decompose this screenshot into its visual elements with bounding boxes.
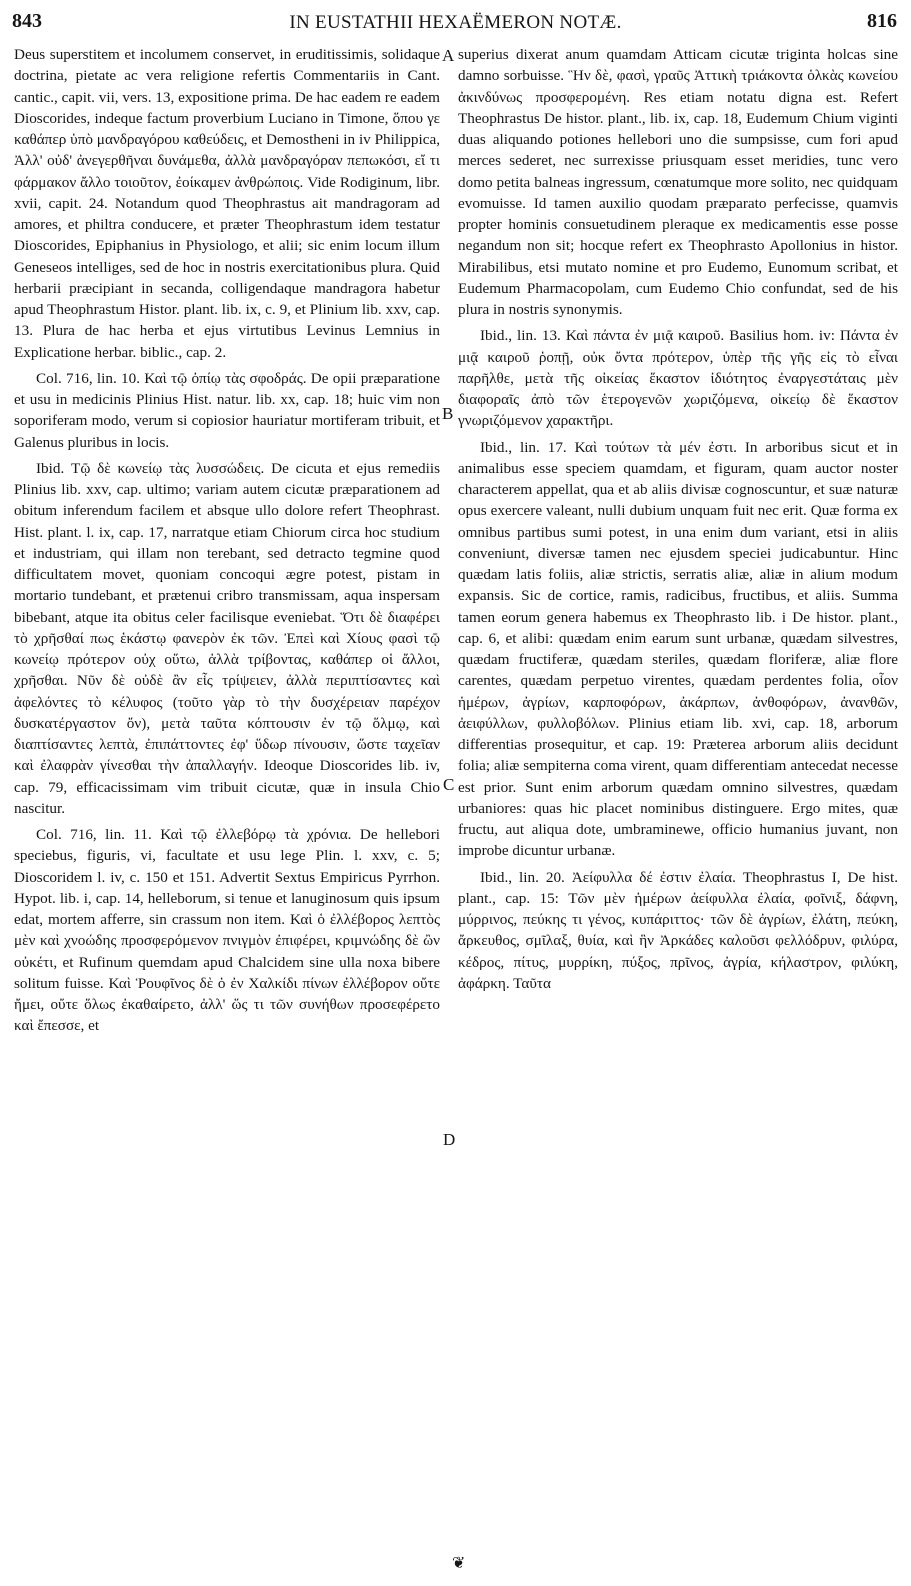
page-header	[12, 10, 899, 40]
section-marker-c: C	[443, 775, 455, 794]
section-marker-d: D	[443, 1130, 456, 1149]
left-paragraph-1: Deus superstitem et incolumem conservet, in eruditissimis, solidaque doctrina, pietate ac vera religione refertis Commentariis in Cant. cantic., capit. vii, vers. 13, expositione prima. De hac eadem re eadem Dioscorides, indeque factum proverbium Luciano in Timone, ὅπου γε καθάπερ ὑπὸ μανδραγόρου καθεύδεις, et Demostheni in iv Philippica, Ἀλλ' οὐδ' ἀνεγερθῆναι δυνάμεθα, ἀλλὰ μανδραγόραν πεπωκόσι, εἴ τι φάρμακον ἄλλο τοιοῦτον, ἐοίκαμεν ἀνθρώποις. Vide Rodiginum, libr. xvii, capit. 24. Notandum quod Theophrastus ait mandragoram ad amores, et philtra conducere, et præter Theophrastum idem testatur Dioscorides, Epiphanius in Physiologo, et alii; sic enim locum illum Geneseos intelliges, sed de hoc in nostris exercitationibus plura. Quid herbarii præcipiant in secanda, colligendaque mandragora habetur apud Theophrastum Histor. plant. lib. ix, c. 9, et Plinium lib. xxv, cap. 13. Plura de hac herba et ejus virtutibus Levinus Lemnius in Explicatione herbar. biblic., cap. 2.	[14, 46, 440, 361]
section-marker-a: A	[442, 46, 455, 65]
right-column	[458, 44, 898, 1550]
right-paragraph-3: Ibid., lin. 17. Καὶ τούτων τὰ μέν ἐστι. In arboribus sicut et in animalibus esse speciem quamdam, et figuram, quam auctor noster characterem appellat, qua et ab aliis divisæ cognoscuntur, et suæ naturæ opus exercere valeant, nulli dubium unquam fuit nec erit. Quæ forma ex omnibus partibus sumi potest, in una enim dum variant, etsi in aliis conveniunt, diversæ tamen nec ejusdem speciei judicabuntur. Hinc quædam latis foliis, aliæ strictis, serratis aliæ, aliæ in alium modum expansis. Sic de cortice, ramis, radicibus, fructibus, et aliis. Summa tamen eorum genera habemus ex Theophrasto lib. i De histor. plant., cap. 6, et alibi: quædam enim earum sunt urbanæ, quædam silvestres, quædam fructiferæ, quædam steriles, quædam floriferæ, aliæ flore carentes, quædam perpetuo virentes, quædam perdentes folia, οἷον ἡμέρων, ἀγρίων, καρποφόρων, ἀκάρπων, ἀνθοφόρων, ἀνανθῶν, ἀειφύλλων, φυλλοβόλων. Plinius etiam lib. xvi, cap. 18, arborum differentias prosequitur, et cap. 19: Præterea arborum aliis decidunt folia; aliæ sempiterna coma virent, quam differentiam antecedat necesse est prior. Sunt enim arborum quædam omnino silvestres, quædam urbaniores: quas hic placet nominibus distinguere. Ergo mites, quæ fructu, aut aliqua dote, umbraminewe, officio humanius juvant, non improbe dicuntur urbanæ.	[458, 438, 898, 860]
left-paragraph-2: Col. 716, lin. 10. Καὶ τῷ ὀπίῳ τὰς σφοδράς. De opii præparatione et usu in medicinis Plinius Hist. natur. lib. xx, cap. 18; huic vim non soporiferam modo, verum si copiosior hauriatur mortiferam tribuit, et Galenus pluribus in locis.	[14, 369, 440, 451]
section-marker-b: B	[442, 404, 454, 423]
ornament-icon: ❦	[452, 1553, 466, 1572]
left-paragraph-3: Ibid. Τῷ δὲ κωνείῳ τὰς λυσσώδεις. De cicuta et ejus remediis Plinius lib. xxv, cap. ultimo; variam autem cicutæ præparationem ad obitum inferendum facilem et absque ullo dolore refert Theophrast. Hist. plant. l. ix, cap. 17, narratque etiam Chiorum circa hoc studium et industriam, qui illam non terebant, sed detracto tegmine quod difficultatem movet, quoniam concoqui ægre potest, pistam in mortario tundebant, et prætenui cribro transmissam, aqua inspersam bibebant, atque ita obitus celer facilisque eveniebat. Ὅτι δὲ διαφέρει τὸ χρῆσθαί πως ἑκάστῳ φανερὸν ἐκ τῶν. Ἐπεὶ καὶ Χίους φασὶ τῷ κωνείῳ πρότερον οὐχ οὕτω, ἀλλὰ τρίβοντας, καθάπερ οἱ ἄλλοι, χρῆσθαι. Νῦν δὲ οὐδὲ ἂν εἷς τρίψειεν, ἀλλὰ περιπτίσαντες καὶ ἀφελόντες τὸ κέλυφος (τοῦτο γὰρ τὸ τὴν δυσχέρειαν παρέχον δυσκατέργαστον ὄν), μετὰ ταῦτα κόπτουσιν ἐν τῷ ὅλμῳ, καὶ διαπτίσαντες λεπτὰ, ἐπιπάττοντες ἐφ' ὕδωρ πίνουσιν, ὥστε ταχεῖαν καὶ ἐλαφρὰν γίνεσθαι τὴν ἀπαλλαγήν. Ideoque Dioscorides lib. iv, cap. 79, efficacissimam vim tribuit cicutæ, quæ in insula Chio nascitur.	[14, 459, 440, 817]
left-column	[14, 44, 440, 1550]
page-number-left: 843	[12, 10, 42, 32]
right-paragraph-1: superius dixerat anum quamdam Atticam cicutæ triginta holcas sine damno sorbuisse. Ἣν δὲ, φασὶ, γραῦς Ἀττικὴ τριάκοντα ὁλκὰς κωνείου ἀκινδύνως προσφερομένη. Res etiam notatu digna est. Refert Theophrastus De histor. plant., lib. ix, cap. 18, Eudemum Chium viginti duas aliquando potiones hellebori uno die sumpsisse, cum fori apud merces sederet, nec surrexisse priusquam esset meridies, tunc vero domo petita balneas ingressum, cœnatumque more solito, nec quidquam evomuisse. Id tamen auxilio quodam præparato perfecisse, quamvis propter hominis consuetudinem pleraque ex medicamentis esse posse negandum non sit; hocque refert ex Theophrasto Apollonius in histor. Mirabilibus, etsi mutato nomine et pro Eudemo, Eunomum scribat, et Eudemum Pharmacopolam, cum Eudemo Chio confundat, sed de his plura in nostris synonymis.	[458, 46, 898, 318]
right-paragraph-4: Ibid., lin. 20. Ἀείφυλλα δέ ἐστιν ἐλαία. Theophrastus I, De hist. plant., cap. 15: Τῶν μὲν ἡμέρων ἀείφυλλα ἐλαία, φοῖνιξ, δάφνη, μύρρινος, πεύκης τι γένος, κυπάριττος· τῶν δὲ ἀγρίων, ἐλάτη, πεύκη, ἄρκευθος, σμῖλαξ, θυία, καὶ ἣν Ἀρκάδες καλοῦσι φελλόδρυν, φιλύρα, κέδρος, πίτυς, μυρρίκη, πύξος, πρῖνος, ἀγρία, κήλαστρον, φιλύκη, ἀφάρκη. Ταῦτα	[458, 868, 898, 992]
running-title: IN EUSTATHII HEXAËMERON NOTÆ.	[289, 12, 622, 33]
page-number-right: 816	[867, 10, 897, 32]
right-paragraph-2: Ibid., lin. 13. Καὶ πάντα ἐν μιᾷ καιροῦ. Basilius hom. iv: Πάντα ἐν μιᾷ καιροῦ ῥοπῇ, οὐκ ὄντα πρότερον, ὑπὲρ τῆς γῆς εἰς τὸ εἶναι παρῆλθε, μετὰ τῆς οἰκείας ἕκαστον ἰδιότητος ἐναργεστάταις μὲν διαφοραῖς ἀπὸ τῶν ἑτερογενῶν χωριζόμενα, οἰκείῳ δὲ ἕκαστον γνωριζόμενον χαρακτῆρι.	[458, 327, 898, 430]
left-paragraph-4: Col. 716, lin. 11. Καὶ τῷ ἐλλεβόρῳ τὰ χρόνια. De hellebori speciebus, figuris, vi, facultate et usu lege Plin. l. xxv, c. 5; Dioscoridem l. iv, c. 150 et 151. Advertit Sextus Empiricus Pyrrhon. Hypot. lib. i, cap. 14, helleborum, si tenue et lanuginosum quis ipsum edat, mortem afferre, sin crassum non item. Καὶ ὁ ἐλλέβορος λεπτὸς μὲν καὶ χνοώδης προσφερόμενον πνιγμὸν ἐπιφέρει, κριμνώδης δὲ ὢν οὐκέτι, et Rufinum quemdam apud Chalcidem sine ulla noxa bibere solitum fuisse. Καὶ Ῥουφῖνος δὲ ὁ ἐν Χαλκίδι πίνων ἐλλέβορον οὔτε ἤμει, οὔτε ὅλως ἐκαθαίρετο, ἀλλ' ὥς τι τῶν συνήθων προσεφέρετο καὶ ἔπεσσε, et	[14, 826, 440, 1035]
